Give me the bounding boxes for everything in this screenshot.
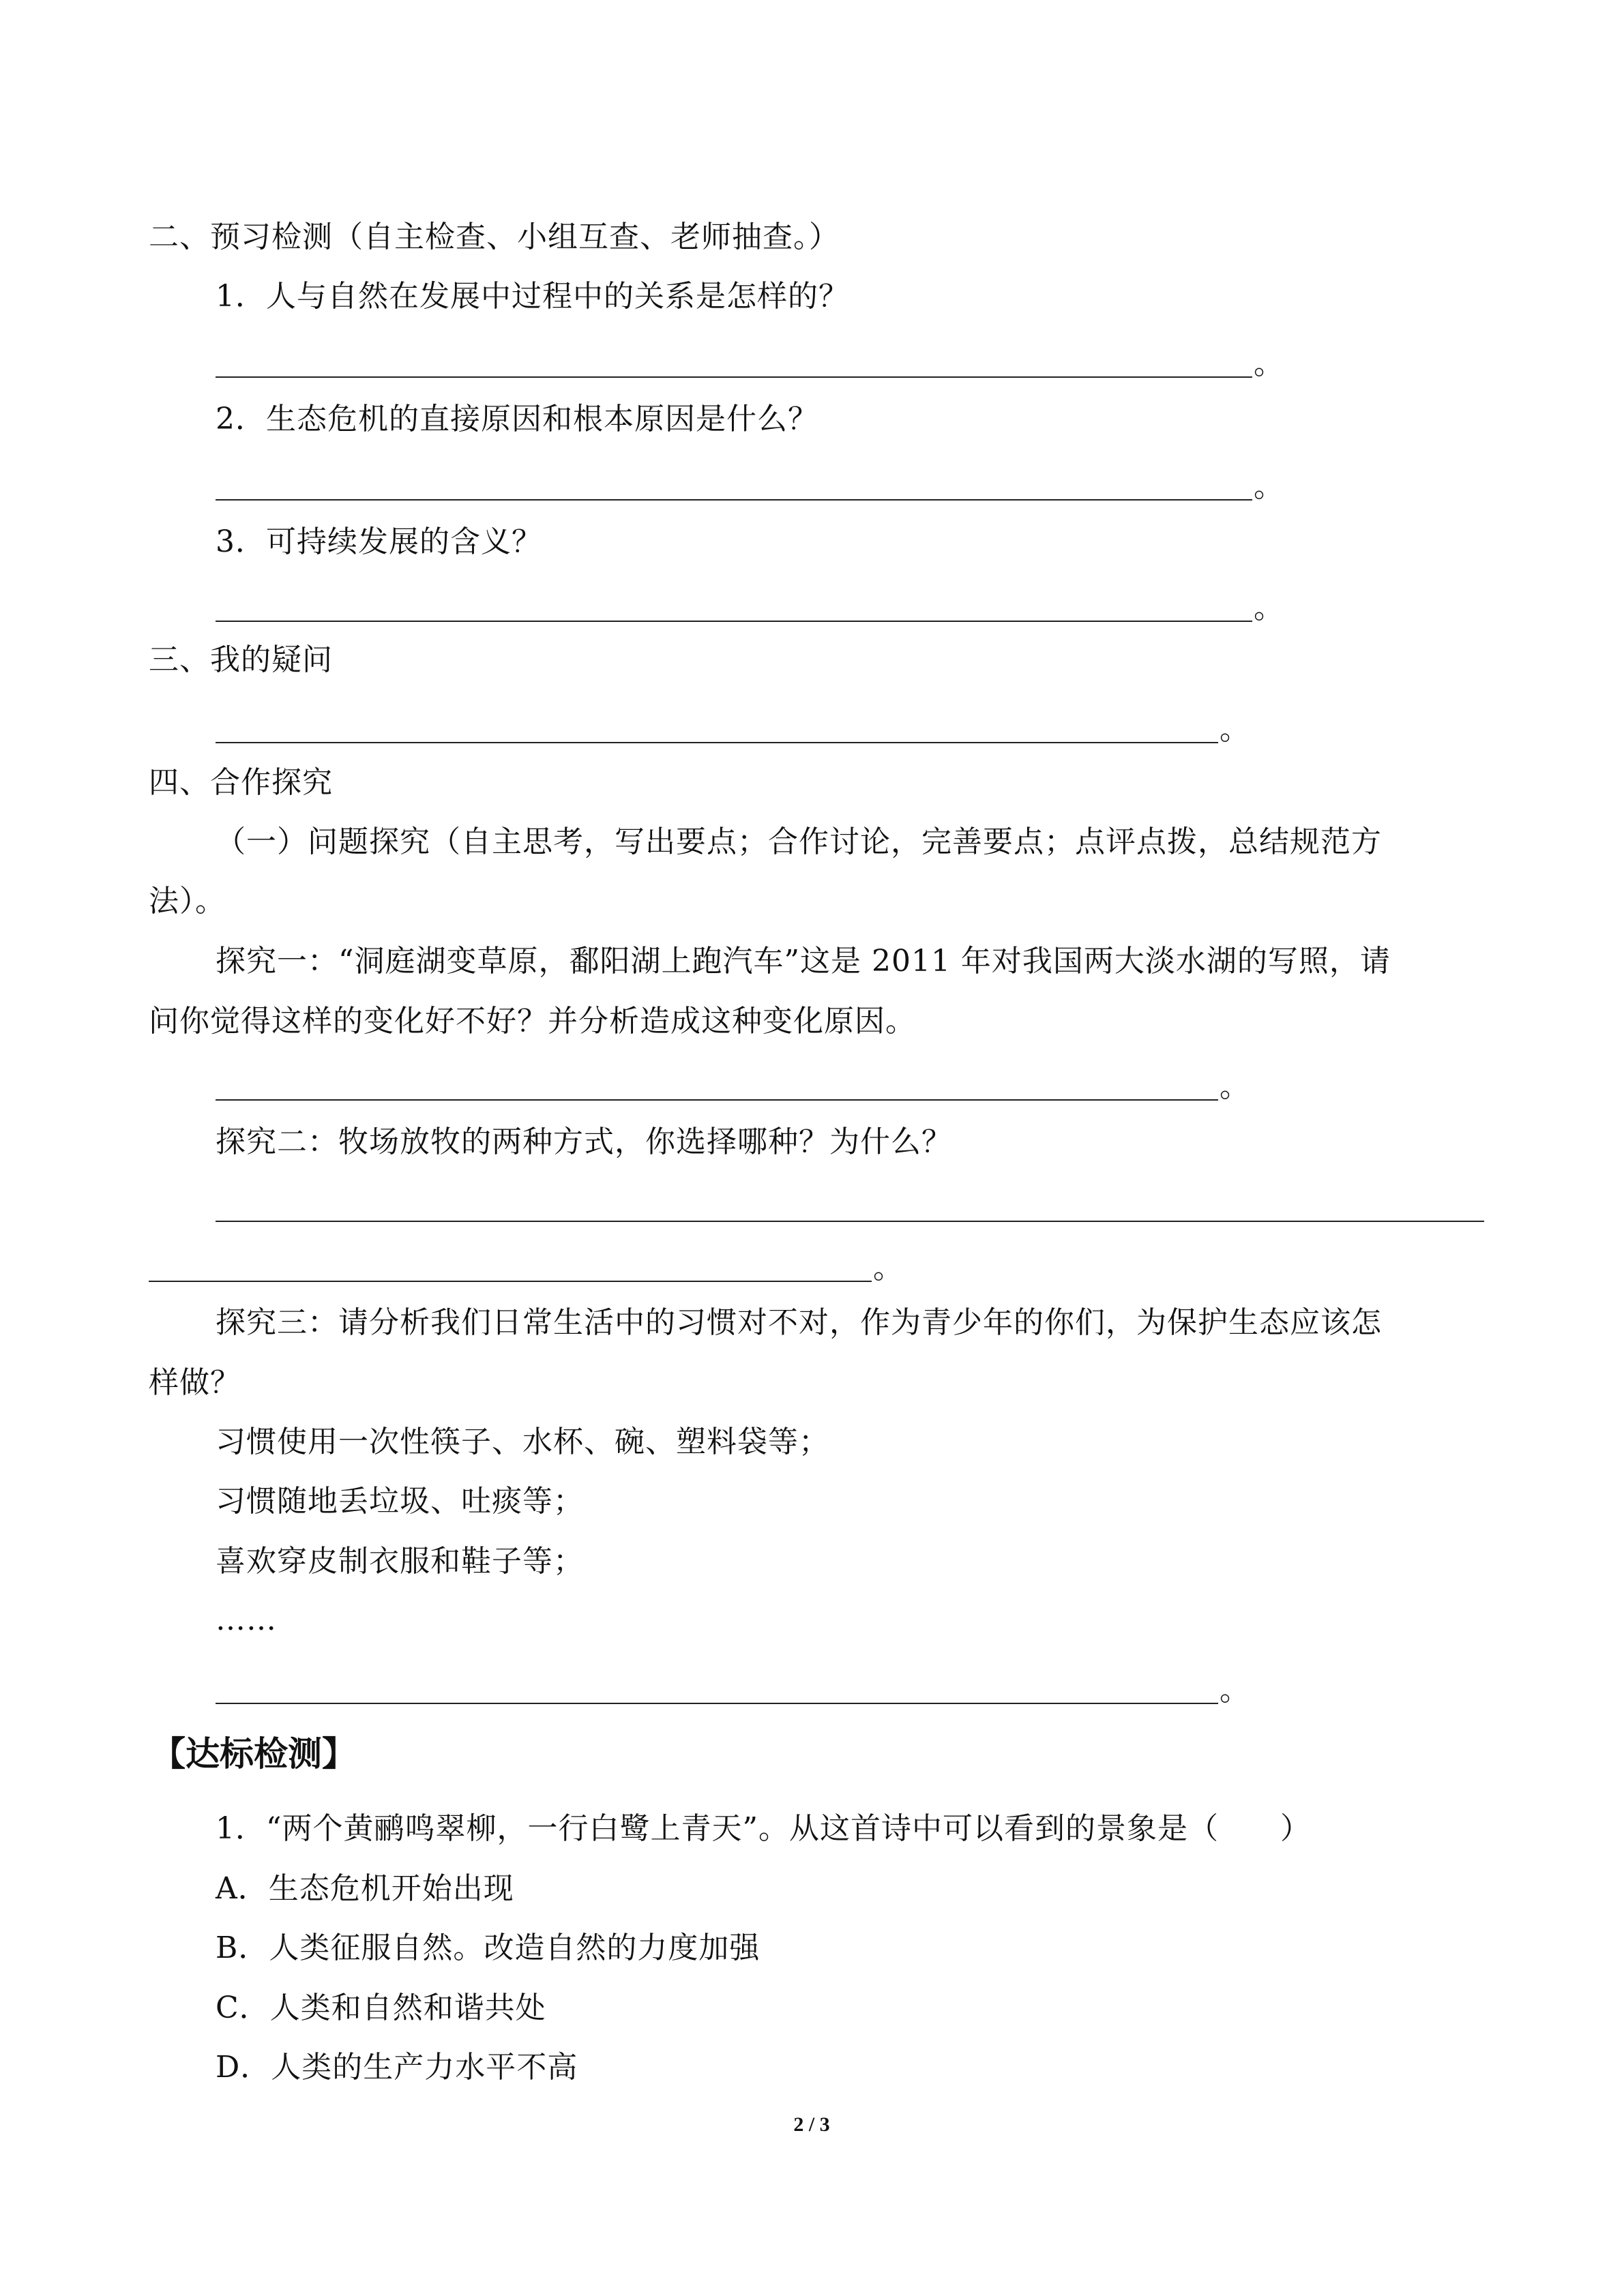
answer-blank-preview-3[interactable] bbox=[216, 621, 1252, 622]
answer-blank-preview-1[interactable] bbox=[216, 376, 1252, 378]
choice-option-c[interactable]: C．人类和自然和谐共处 bbox=[216, 1991, 546, 2025]
cooperation-intro-line-1: （一）问题探究（自主思考，写出要点；合作讨论，完善要点；点评点拨，总结规范方 bbox=[216, 824, 1382, 859]
answer-blank-inquiry-2-line-1[interactable] bbox=[216, 1221, 1484, 1222]
answer-period: 。 bbox=[1254, 591, 1284, 625]
section-heading-preview-check: 二、预习检测（自主检查、小组互查、老师抽查。） bbox=[149, 220, 840, 254]
answer-period: 。 bbox=[1220, 712, 1250, 747]
answer-period: 。 bbox=[1254, 346, 1284, 381]
inquiry-2: 探究二：牧场放牧的两种方式，你选择哪种？为什么？ bbox=[216, 1124, 952, 1159]
choice-option-a[interactable]: A．生态危机开始出现 bbox=[216, 1871, 514, 1906]
section-heading-cooperation: 四、合作探究 bbox=[149, 765, 333, 800]
answer-blank-inquiry-2-line-2[interactable] bbox=[149, 1281, 872, 1282]
answer-period: 。 bbox=[1254, 469, 1284, 504]
answer-blank-inquiry-3[interactable] bbox=[216, 1703, 1218, 1704]
answer-blank-inquiry-1[interactable] bbox=[216, 1099, 1218, 1101]
habit-item: 习惯使用一次性筷子、水杯、碗、塑料袋等； bbox=[216, 1425, 829, 1459]
preview-question-1: 1．人与自然在发展中过程中的关系是怎样的？ bbox=[216, 279, 849, 314]
preview-question-2: 2．生态危机的直接原因和根本原因是什么？ bbox=[216, 402, 818, 436]
inquiry-3-line-1: 探究三：请分析我们日常生活中的习惯对不对，作为青少年的你们，为保护生态应该怎 bbox=[216, 1305, 1382, 1340]
answer-period: 。 bbox=[873, 1251, 903, 1285]
assessment-heading: 【达标检测】 bbox=[151, 1734, 356, 1774]
section-heading-my-questions: 三、我的疑问 bbox=[149, 642, 333, 677]
answer-blank-preview-2[interactable] bbox=[216, 499, 1252, 501]
answer-blank-my-questions[interactable] bbox=[216, 742, 1218, 743]
inquiry-1-line-1: 探究一：“洞庭湖变草原，鄱阳湖上跑汽车”这是 2011 年对我国两大淡水湖的写照，请 bbox=[216, 944, 1391, 979]
preview-question-3: 3．可持续发展的含义？ bbox=[216, 524, 542, 559]
cooperation-intro-line-2: 法）。 bbox=[149, 884, 226, 919]
habit-item: 习惯随地丢垃圾、吐痰等； bbox=[216, 1484, 584, 1519]
assessment-question-1: 1．“两个黄鹂鸣翠柳，一行白鹭上青天”。从这首诗中可以看到的景象是（ ） bbox=[216, 1811, 1311, 1846]
habit-item: 喜欢穿皮制衣服和鞋子等； bbox=[216, 1544, 584, 1579]
answer-period: 。 bbox=[1220, 1069, 1250, 1104]
inquiry-3-line-2: 样做？ bbox=[149, 1365, 241, 1400]
choice-option-d[interactable]: D．人类的生产力水平不高 bbox=[216, 2050, 578, 2085]
inquiry-1-line-2: 问你觉得这样的变化好不好？并分析造成这种变化原因。 bbox=[149, 1004, 916, 1039]
answer-period: 。 bbox=[1220, 1673, 1250, 1708]
habit-ellipsis: …… bbox=[216, 1602, 277, 1637]
choice-option-b[interactable]: B．人类征服自然。改造自然的力度加强 bbox=[216, 1930, 761, 1965]
page-number: 2 / 3 bbox=[793, 2113, 830, 2136]
